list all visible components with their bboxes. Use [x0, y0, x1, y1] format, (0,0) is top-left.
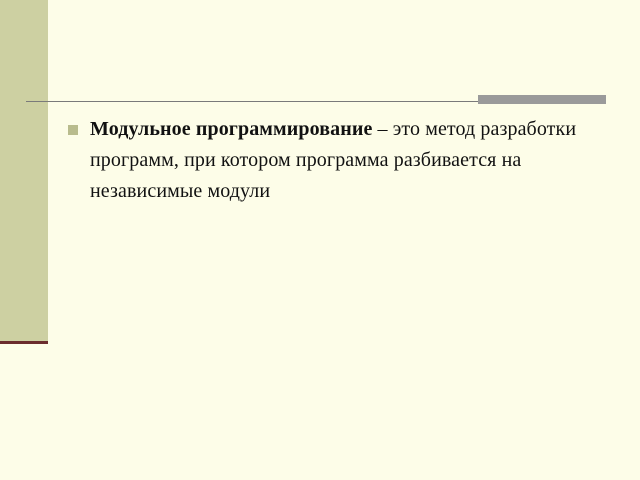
slide-content [68, 114, 598, 207]
accent-bar [478, 95, 606, 104]
left-band-bottom-rule [0, 341, 48, 344]
left-decorative-band [0, 0, 48, 342]
bullet-text [90, 114, 598, 207]
bullet-body-text: – это метод разработки программ, при котором программа разбивается на независимые модули [90, 118, 577, 202]
bullet-lead-term: Модульное программирование [90, 118, 373, 140]
square-bullet-icon [68, 125, 78, 135]
list-item [68, 114, 598, 207]
